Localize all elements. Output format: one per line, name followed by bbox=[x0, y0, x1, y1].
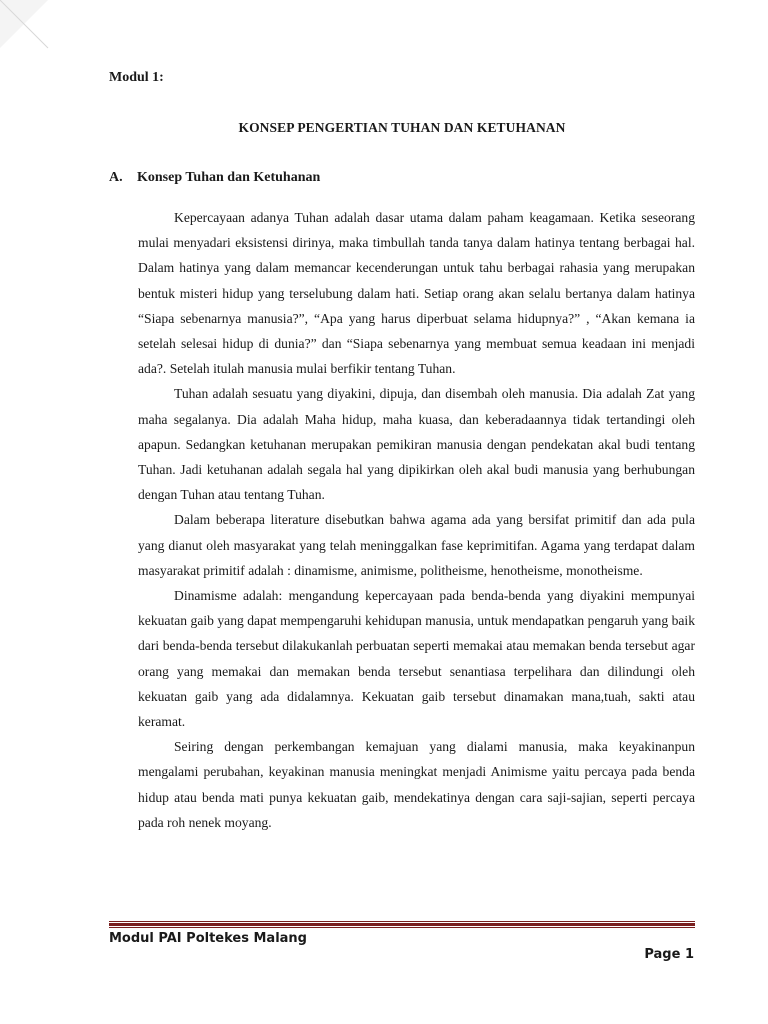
paragraph: Dalam beberapa literature disebutkan bahwa agama ada yang bersifat primitif dan ada pula yang dianut oleh masyarakat yang telah meninggalkan fase keprimitifan. Agama yang terdapat dalam masyarakat primitif adalah : dinamisme, animisme, politheisme, henotheisme, monotheisme. bbox=[138, 512, 695, 578]
section-letter: A. bbox=[109, 170, 123, 185]
section-heading-text: Konsep Tuhan dan Ketuhanan bbox=[137, 170, 321, 185]
page-number: Page 1 bbox=[644, 947, 694, 962]
paragraph: Dinamisme adalah: mengandung kepercayaan pada benda-benda yang diyakini mempunyai kekuatan gaib yang dapat mempengaruhi kehidupan manusia, untuk mendapatkan pengaruh yang baik dari benda-benda tersebut dilakukanlah perbuatan seperti memakai atau memakan benda tersebut agar orang yang memakai dan memakan benda tersebut senantiasa terpelihara dan dilindungi oleh kekuatan gaib yang ada didalamnya. Kekuatan gaib tersebut dinamakan mana,tuah, sakti atau keramat. bbox=[138, 588, 695, 730]
section-heading bbox=[109, 170, 320, 186]
body-text bbox=[138, 205, 695, 835]
module-label: Modul 1: bbox=[109, 70, 164, 85]
footer-module-name: Modul PAI Poltekes Malang bbox=[109, 931, 307, 946]
paragraph: Tuhan adalah sesuatu yang diyakini, dipuja, dan disembah oleh manusia. Dia adalah Zat yang maha segalanya. Dia adalah Maha hidup, maha kuasa, dan keberadaannya tidak tertandingi oleh apapun. Sedangkan ketuhanan merupakan pemikiran manusia dengan pendekatan akal budi tentang Tuhan. Jadi ketuhanan adalah segala hal yang dipikirkan oleh akal budi manusia yang berhubungan dengan Tuhan atau tentang Tuhan. bbox=[138, 386, 695, 503]
footer-divider bbox=[109, 921, 695, 927]
paragraph: Seiring dengan perkembangan kemajuan yang dialami manusia, maka keyakinanpun mengalami perubahan, keyakinan manusia meningkat menjadi Animisme yaitu percaya pada benda hidup atau benda mati punya kekuatan gaib, mendekatinya dengan cara saji-sajian, seperti percaya pada roh nenek moyang. bbox=[138, 739, 695, 830]
page-corner-fold bbox=[0, 0, 60, 60]
document-title: KONSEP PENGERTIAN TUHAN DAN KETUHANAN bbox=[238, 120, 566, 135]
paragraph: Kepercayaan adanya Tuhan adalah dasar utama dalam paham keagamaan. Ketika seseorang mulai menyadari eksistensi dirinya, maka timbullah tanda tanya dalam hatinya tentang berbagai hal. Dalam hatinya yang dalam memancar kecenderungan untuk tahu berbagai rahasia yang merupakan bentuk misteri hidup yang terselubung dalam hati. Setiap orang akan selalu bertanya dalam hatinya “Siapa sebenarnya manusia?”, “Apa yang harus diperbuat selama hidupnya?” , “Akan kemana ia setelah selesai hidup di dunia?” dan “Siapa sebenarnya yang membuat semua keadaan ini menjadi ada?. Setelah itulah manusia mulai berfikir tentang Tuhan. bbox=[138, 210, 695, 377]
